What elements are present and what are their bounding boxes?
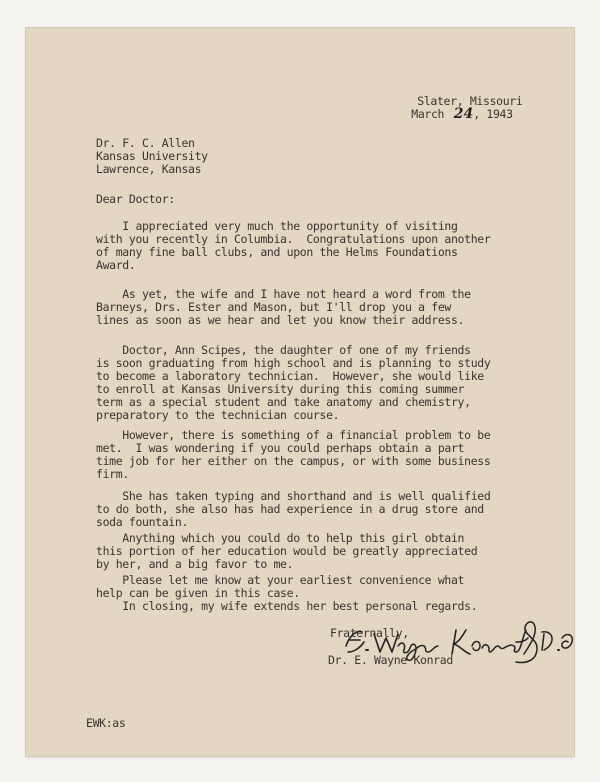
body-line: is soon graduating from high school and is planning to study bbox=[96, 356, 491, 370]
body-line: to become a laboratory technician. However, she would like bbox=[96, 369, 484, 383]
date-year: , 1943 bbox=[473, 107, 513, 121]
body-line: to do both, she also has had experience in a drug store and bbox=[96, 502, 484, 516]
body-line: lines as soon as we hear and let you know their address. bbox=[96, 313, 465, 327]
body-line: time job for her either on the campus, or with some business bbox=[96, 454, 491, 468]
body-line: As yet, the wife and I have not heard a word from the bbox=[96, 287, 471, 301]
body-line: term as a special student and take anatomy and chemistry, bbox=[96, 395, 471, 409]
body-line: Award. bbox=[96, 258, 136, 272]
recipient-line: Dr. F. C. Allen bbox=[96, 136, 195, 150]
body-line: to enroll at Kansas University during this coming summer bbox=[96, 382, 465, 396]
body-line: by her, and a big favor to me. bbox=[96, 557, 294, 571]
body-line: of many fine ball clubs, and upon the Helms Foundations bbox=[96, 245, 458, 259]
body-line: Doctor, Ann Scipes, the daughter of one of my friends bbox=[96, 343, 471, 357]
paragraph-5 bbox=[96, 490, 490, 529]
paragraph-1 bbox=[96, 220, 490, 272]
body-line: preparatory to the technician course. bbox=[96, 408, 340, 422]
letter-date bbox=[392, 84, 513, 122]
paragraph-4 bbox=[96, 429, 490, 481]
body-line: Anything which you could do to help this girl obtain bbox=[96, 531, 465, 545]
body-line: I appreciated very much the opportunity of visiting bbox=[96, 219, 458, 233]
reference-initials: EWK:as bbox=[86, 716, 126, 730]
body-line: help can be given in this case. bbox=[96, 586, 300, 600]
body-line: Please let me know at your earliest convenience what bbox=[96, 573, 465, 587]
body-line: this portion of her education would be greatly appreciated bbox=[96, 544, 478, 558]
recipient-line: Lawrence, Kansas bbox=[96, 162, 202, 176]
body-line: soda fountain. bbox=[96, 515, 189, 529]
date-month: March bbox=[411, 107, 445, 121]
body-line: met. I was wondering if you could perhaps obtain a part bbox=[96, 441, 465, 455]
recipient-line: Kansas University bbox=[96, 149, 208, 163]
body-line: However, there is something of a financial problem to be bbox=[96, 428, 491, 442]
paragraph-6 bbox=[96, 532, 477, 571]
date-day-handwritten: 24 bbox=[453, 106, 474, 122]
body-line: with you recently in Columbia. Congratulations upon another bbox=[96, 232, 491, 246]
body-line: Barneys, Drs. Ester and Mason, but I'll drop you a few bbox=[96, 300, 451, 314]
letter-place: Slater, Missouri bbox=[417, 94, 523, 108]
paragraph-7 bbox=[96, 574, 464, 600]
body-line: She has taken typing and shorthand and is well qualified bbox=[96, 489, 491, 503]
salutation: Dear Doctor: bbox=[96, 192, 175, 206]
typed-signature-name: Dr. E. Wayne Konrad bbox=[328, 653, 453, 667]
closing: Fraternally, bbox=[330, 626, 409, 640]
body-line: In closing, my wife extends her best personal regards. bbox=[96, 599, 478, 613]
paragraph-2 bbox=[96, 288, 471, 327]
recipient-address bbox=[96, 137, 208, 176]
body-line: firm. bbox=[96, 467, 129, 481]
paragraph-3 bbox=[96, 344, 490, 422]
